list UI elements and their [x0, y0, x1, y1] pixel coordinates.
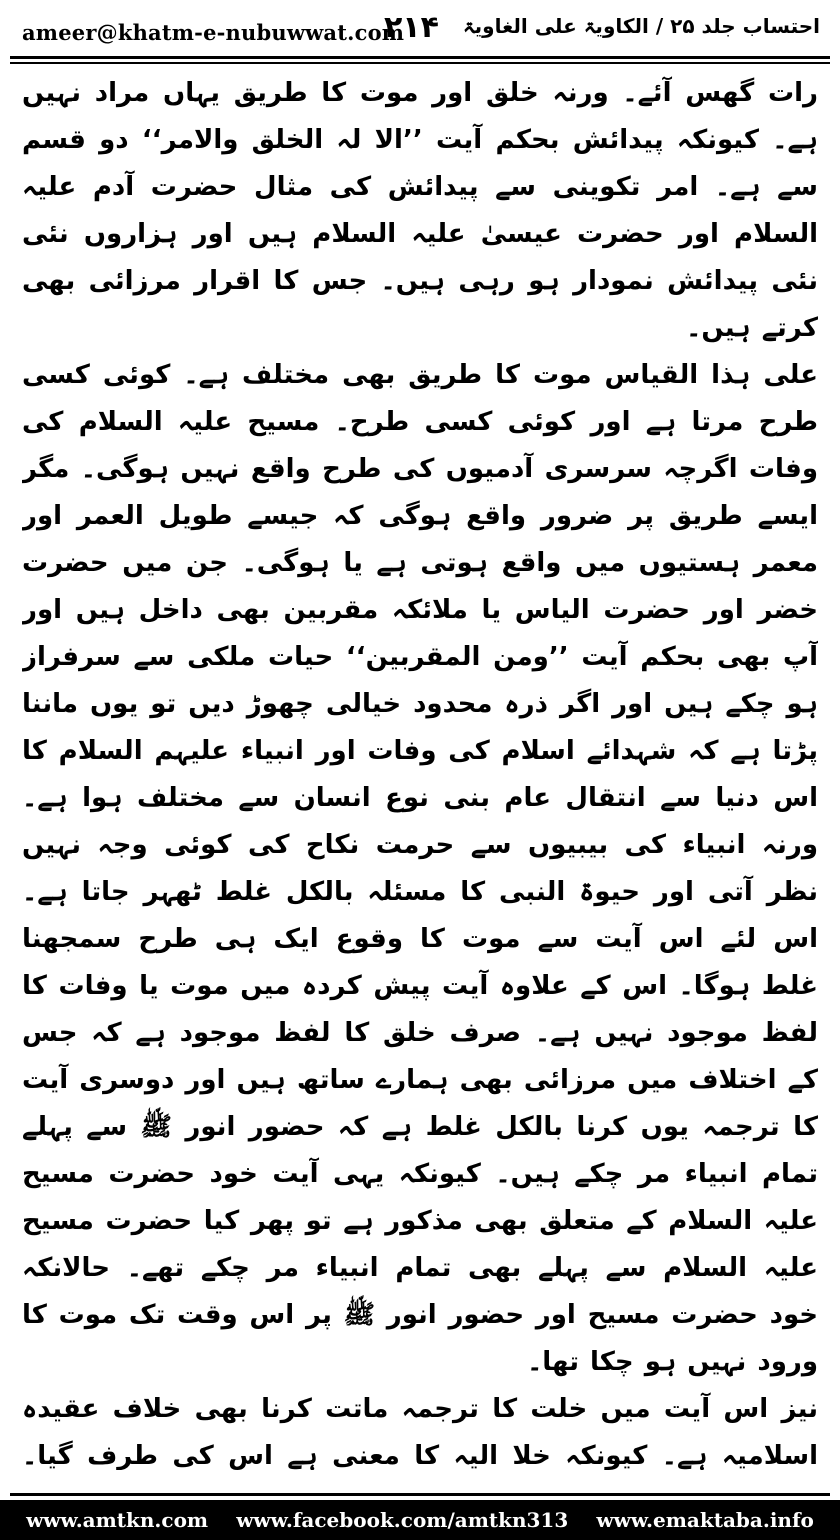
header-rule-thin: [10, 62, 830, 64]
header-email: ameer@khatm-e-nubuwwat.com: [22, 20, 405, 45]
paragraph-2: علی ہذا القیاس موت کا طریق بھی مختلف ہے۔ کوئی کسی طرح مرتا ہے اور کوئی کسی طرح۔ مسیح علیہ السلام کی وفات اگرچہ سرسری آدمیوں کی طرح واقع نہیں ہوگی۔ مگر ایسے طریق پر ضرور واقع ہوگی کہ جیسے طویل العمر اور معمر ہستیوں میں واقع ہوتی ہے یا ہوگی۔ جن میں حضرت خضر اور حضرت الیاس یا ملائکہ مقربین بھی داخل ہیں اور آپ بھی بحکم آیت ’’ومن المقربین‘‘ حیات ملکی سے سرفراز ہو چکے ہیں اور اگر ذرہ محدود خیالی چھوڑ دیں تو یوں ماننا پڑتا ہے کہ شہدائے اسلام کی وفات اور انبیاء علیہم السلام کا اس دنیا سے انتقال عام بنی نوع انسان سے مختلف ہوا ہے۔ ورنہ انبیاء کی بیبیوں سے حرمت نکاح کی کوئی وجہ نہیں نظر آتی اور حیوۃ النبی کا مسئلہ بالکل غلط ٹھہر جاتا ہے۔ اس لئے اس آیت سے موت کا وقوع ایک ہی طرح سمجھنا غلط ہوگا۔ اس کے علاوہ آیت پیش کردہ میں موت یا وفات کا لفظ موجود نہیں ہے۔ صرف خلق کا لفظ موجود ہے کہ جس کے اختلاف میں مرزائی بھی ہمارے ساتھ ہیں اور دوسری آیت کا ترجمہ یوں کرنا بالکل غلط ہے کہ حضور انور ﷺ سے پہلے تمام انبیاء مر چکے ہیں۔ کیونکہ یہی آیت خود حضرت مسیح علیہ السلام کے متعلق بھی مذکور ہے تو پھر کیا حضرت مسیح علیہ السلام سے پہلے بھی تمام انبیاء مر چکے تھے۔ حالانکہ خود حضرت مسیح اور حضور انور ﷺ پر اس وقت تک موت کا ورود نہیں ہو چکا تھا۔: [22, 360, 818, 1377]
footer-link-amtkn[interactable]: www.amtkn.com: [26, 1508, 209, 1532]
header-rule: [10, 56, 830, 59]
paragraph-1: رات گھس آئے۔ ورنہ خلق اور موت کا طریق یہاں مراد نہیں ہے۔ کیونکہ پیدائش بحکم آیت ’’الا لہ الخلق والامر‘‘ دو قسم سے ہے۔ امر تکوینی سے پیدائش کی مثال حضرت آدم علیہ السلام اور حضرت عیسیٰ علیہ السلام ہیں اور ہزاروں نئی نئی پیدائش نمودار ہو رہی ہیں۔ جس کا اقرار مرزائی بھی کرتے ہیں۔: [22, 78, 818, 343]
footer-link-facebook[interactable]: www.facebook.com/amtkn313: [236, 1508, 569, 1532]
book-title: احتساب جلد ۲۵ / الکاویۃ علی الغاویۃ: [462, 14, 820, 38]
page-footer: [0, 1500, 840, 1540]
footer-link-emaktaba[interactable]: www.emaktaba.info: [596, 1508, 814, 1532]
paragraph-3: نیز اس آیت میں خلت کا ترجمہ ماتت کرنا بھی خلاف عقیدہ اسلامیہ ہے۔ کیونکہ خلا الیہ کا معنی ہے اس کی طرف گیا۔: [22, 1394, 818, 1470]
footer-rule: [10, 1493, 830, 1496]
page-body: [22, 70, 818, 1470]
page-number: ۲۱۴: [384, 10, 439, 45]
